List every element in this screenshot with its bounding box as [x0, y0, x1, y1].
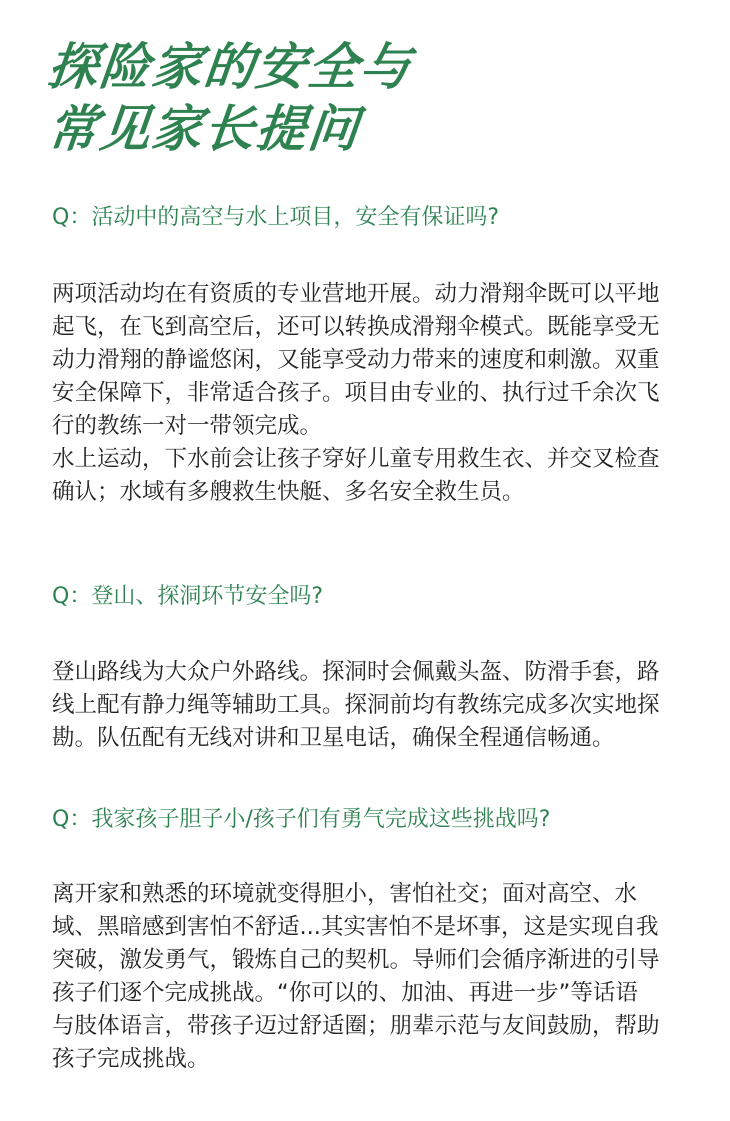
answer-line: 确认；水域有多艘救生快艇、多名安全救生员。 — [52, 479, 525, 505]
answer-line: 行的教练一对一带领完成。 — [52, 413, 323, 439]
answer-line: 安全保障下，非常适合孩子。项目由专业的、执行过千余次飞 — [52, 380, 660, 406]
faq-question-1: Q：活动中的高空与水上项目，安全有保证吗? — [52, 205, 499, 230]
answer-line: 突破，激发勇气，锻炼自己的契机。导师们会循序渐进的引导 — [52, 947, 660, 973]
answer-line: 线上配有静力绳等辅助工具。探洞前均有教练完成多次实地探 — [52, 692, 660, 718]
faq-answer-3 — [52, 878, 660, 1076]
page-title — [44, 36, 416, 160]
faq-answer-2 — [52, 656, 660, 755]
faq-answer-1 — [52, 278, 660, 509]
answer-line: 与肢体语言，带孩子迈过舒适圈；朋辈示范与友间鼓励，帮助 — [52, 1013, 660, 1039]
answer-line: 起飞，在飞到高空后，还可以转换成滑翔伞模式。既能享受无 — [52, 314, 660, 340]
answer-line: 域、黑暗感到害怕不舒适...其实害怕不是坏事，这是实现自我 — [52, 914, 659, 940]
answer-line: 水上运动，下水前会让孩子穿好儿童专用救生衣、并交叉检查 — [52, 446, 660, 472]
answer-line: 离开家和熟悉的环境就变得胆小，害怕社交；面对高空、水 — [52, 881, 638, 907]
answer-line: 动力滑翔的静谧悠闲，又能享受动力带来的速度和刺激。双重 — [52, 347, 660, 373]
faq-question-2: Q：登山、探洞环节安全吗? — [52, 584, 323, 609]
answer-line: 孩子完成挑战。 — [52, 1046, 210, 1072]
answer-line: 勘。队伍配有无线对讲和卫星电话，确保全程通信畅通。 — [52, 725, 615, 751]
faq-question-3: Q：我家孩子胆子小/孩子们有勇气完成这些挑战吗? — [52, 807, 551, 832]
answer-line: 孩子们逐个完成挑战。“你可以的、加油、再进一步”等话语 — [52, 980, 638, 1006]
title-line: 常见家长提问 — [44, 100, 364, 158]
answer-line: 两项活动均在有资质的专业营地开展。动力滑翔伞既可以平地 — [52, 281, 660, 307]
title-line: 探险家的安全与 — [44, 38, 416, 96]
answer-line: 登山路线为大众户外路线。探洞时会佩戴头盔、防滑手套，路 — [52, 659, 660, 685]
